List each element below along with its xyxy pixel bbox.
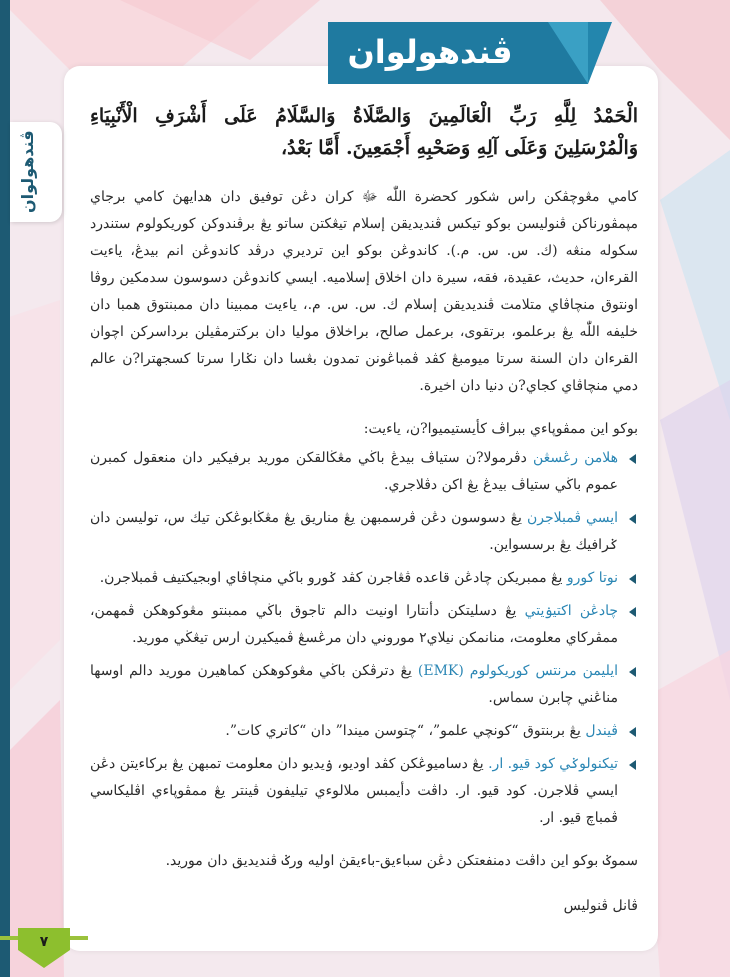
feature-term: نوتا كورو (566, 570, 618, 586)
features-intro: بوكو اين ممڤوڽاءي ببراڤ كأيستيميوا?ن، ياءيت: (363, 421, 638, 437)
list-item (90, 751, 638, 832)
feature-text: دڤرمولا?ن ستياڤ بيدڠ باڬي مڠڬالقكن موريد برفيكير دان منعقول كمبرن عموم باڬي ستياڤ بيدڠ يڠ اكن دڤلاجري. (90, 450, 618, 493)
feature-text: يڠ بربنتوق “كونچي علمو”، “چتوسن ميندا” دان “كاتري كات”. (225, 723, 586, 739)
bullet-arrow-icon (629, 667, 636, 677)
feature-text: يڠ دسليتكن دأنتارا اونيت دالم تاجوق باڬي ممبنتو مڠوكوهكن ڤمهمن، ممڤركاي معلومت، منانمكن نيلاي٢ موروني دان مرڠسڠ ڤميكيرن ارس تيڠڬي موريد. (90, 603, 618, 646)
features-list (90, 445, 638, 832)
feature-term: ايسي ڤمبلاجرن (526, 510, 618, 526)
list-item (90, 565, 638, 592)
arabic-opening: الْحَمْدُ لِلَّهِ رَبِّ الْعَالَمِينَ وَالصَّلَاةُ وَالسَّلَامُ عَلَى أَشْرَفِ الْأَنْبِيَاءِ وَالْمُرْسَلِينَ وَعَلَى آلِهِ وَصَحْبِهِ أَجْمَعِينَ. أَمَّا بَعْدُ، (90, 105, 638, 159)
list-item (90, 598, 638, 652)
author-signature: ڤانل ڤنوليس (563, 898, 638, 914)
feature-text: يڠ دساميوڠكن كڤد اوديو، ۏيديو دان معلومت تمبهن يڠ بركاءيتن دڠن ايسي ڤلاجرن. كود قيو. ار. داڤت دأيمبس ملالوءي تيليفون ڤينتر يڠ ممڤوڽاءي اڤليكاسي ڤمباچ قيو. ار. (90, 756, 618, 826)
feature-term: چادڠن اكتيۏيتي (524, 603, 618, 619)
list-item (90, 445, 638, 499)
side-tab-label: ڤندهولوان (18, 130, 37, 214)
bullet-arrow-icon (629, 454, 636, 464)
list-item (90, 718, 638, 745)
page-title: ڤندهولوان (347, 33, 513, 71)
feature-term: ڤيندل (585, 723, 618, 739)
bullet-arrow-icon (629, 727, 636, 737)
bullet-arrow-icon (629, 760, 636, 770)
feature-text: يڠ دسوسون دڠن ڤرسمبهن يڠ مناريق يڠ مڠڬابوڠكن تيك س، توليسن دان ݢرافيك يڠ برسسواين. (90, 510, 618, 553)
preface-content (90, 100, 638, 920)
title-banner-fold (548, 22, 588, 84)
title-banner-flap (588, 22, 612, 84)
preface-paragraph: كامي مڠوچڤكن راس شكور كحضرة اللّٰه ﷻ كران دڠن توفيق دان هدايهڽ كامي برجاي مڽمڤورناكن ڤنوليسن بوكو تيكس ڤنديديقن إسلام تيڠكتن ساتو يڠ برڤندوكن كوريكولوم ستندرد سكوله منڠه (ك. س. س. م.). كاندوڠن بوكو اين ترديري درڤد كاندوڠن انم بيدڠ، ياءيت القرءان، حديث، عقيدة، فقه، سيرة دان اخلاق إسلاميه. ايسي كاندوڠن دسوسون سدمكين روڤا اونتوق منچاڤاي متلامت ڤنديديقن إسلام ك. س. س. م.، ياءيت ممبينا دان ممبنتوق همبا دان خليفه اللّٰه يڠ برعلمو، برتقوى، برعمل صالح، براخلاق موليا دان بركترمڤيلن برداسركن اچوان القرءان دان السنة سرتا ميومبڠ كڤد ڤمباڠونن تمدون بڠسا دان نݢارا سرتا كسجهترا?ن عالم دمي منچاڤاي كجاي?ن دنيا دان اخيرة. (90, 189, 638, 394)
closing-paragraph: سموݢ بوكو اين داڤت دمنفعتكن دڠن سباءيق-باءيقڽ اوليه ورݢ ڤنديديق دان موريد. (165, 853, 638, 869)
feature-term: ايليمن مرنتس كوريكولوم (EMK) (417, 663, 619, 679)
bullet-arrow-icon (629, 607, 636, 617)
feature-text: يڠ ممبريكن چادڠن قاعده ڤڠاجرن كڤد ݢورو باڬي منچاڤاي اوبجيكتيف ڤمبلاجرن. (99, 570, 567, 586)
list-item (90, 658, 638, 712)
feature-term: هلامن رڠسڠن (532, 450, 618, 466)
feature-text: يڠ دترڤكن باڬي مڠوكوهكن كماهيرن موريد دالم اوسها مناڠني چابرن سماس. (90, 663, 618, 706)
bullet-arrow-icon (629, 514, 636, 524)
feature-term: تيكنولوݢي كود قيو. ار. (488, 756, 618, 772)
list-item (90, 505, 638, 559)
page-number: ٧ (39, 934, 49, 950)
left-color-band (0, 0, 10, 977)
bullet-arrow-icon (629, 574, 636, 584)
